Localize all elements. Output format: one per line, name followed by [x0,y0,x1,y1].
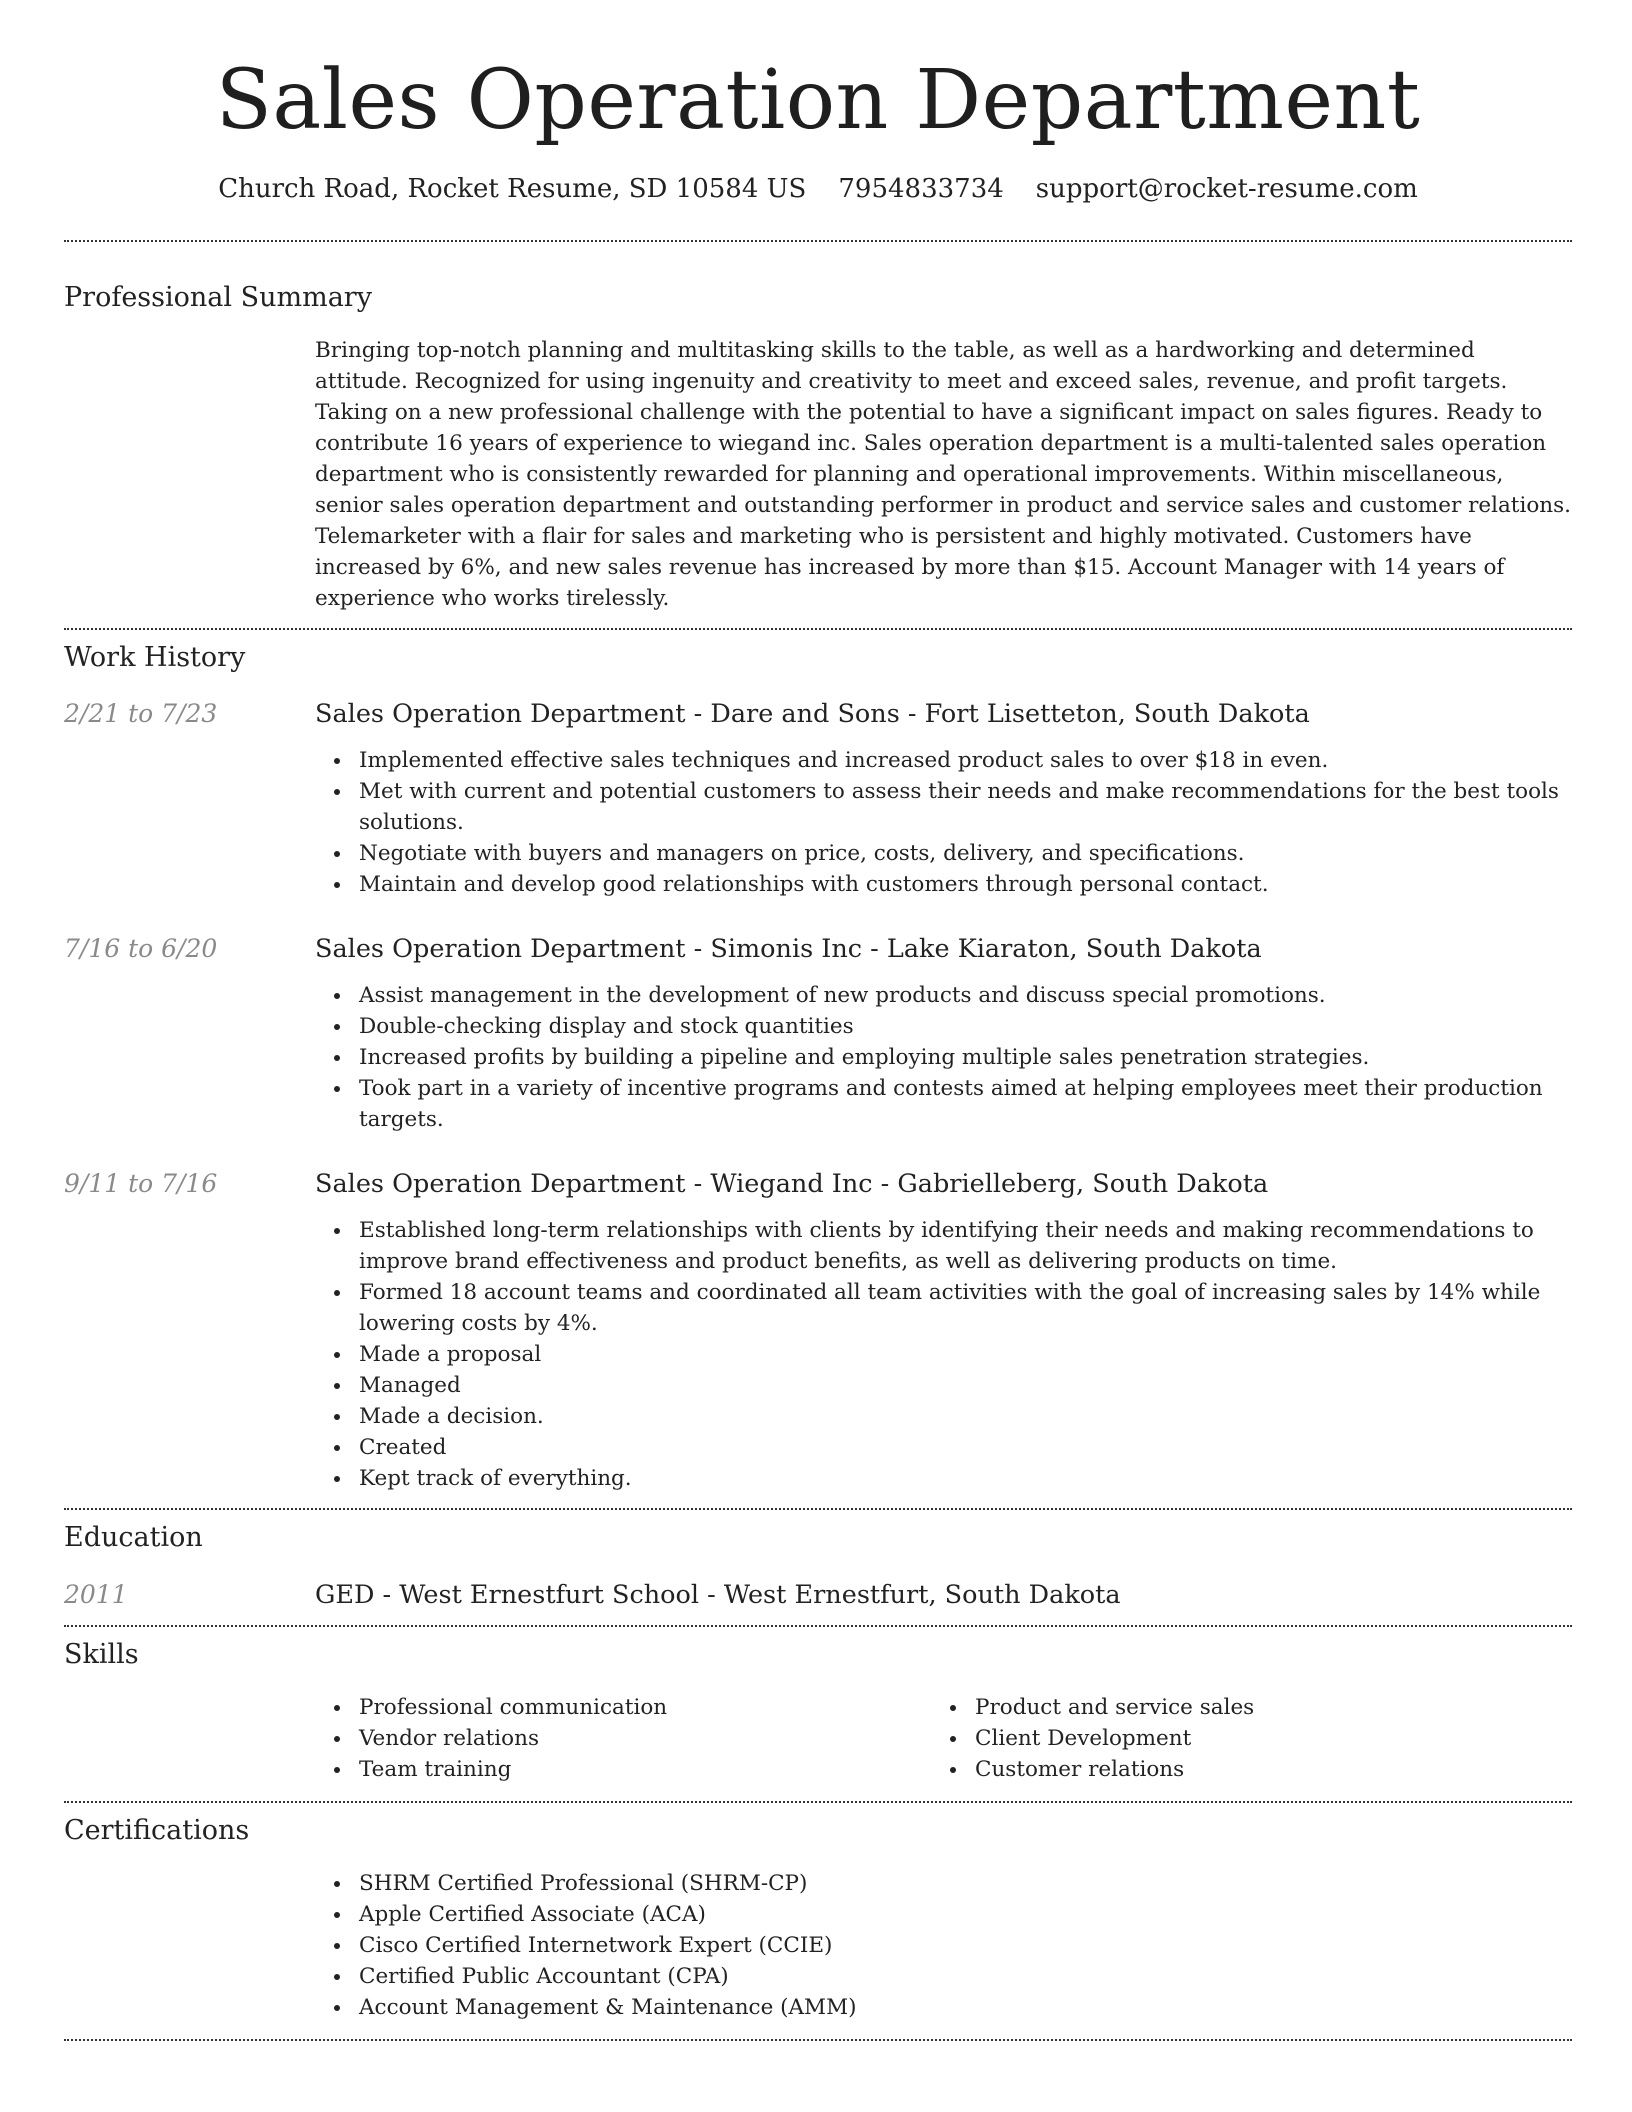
certifications-heading: Certifications [64,1815,250,1846]
list-item: Kept track of everything. [359,1463,1572,1494]
summary-text: Bringing top-notch planning and multitasking skills to the table, as well as a hardworking and determined attitude. Recognized for using ingenuity and creativity to meet and exceed sales, revenue, and profit targets. Taking on a new professional challenge with the potential to have a significant impact on sales figures. Ready to contribute 16 years of experience to wiegand inc. Sales operation department is a multi-talented sales operation department who is consistently rewarded for planning and operational improvements. Within miscellaneous, senior sales operation department and outstanding performer in product and service sales and customer relations. Telemarketer with a flair for sales and marketing who is persistent and highly motivated. Customers have increased by 6%, and new sales revenue has increased by more than $15. Account Manager with 14 years of experience who works tirelessly. [315,338,1571,611]
job-entry [64,697,1572,900]
job-entry [64,932,1572,1135]
list-item: Made a decision. [359,1401,1572,1432]
list-item: Increased profits by building a pipeline and employing multiple sales penetration strategies. [359,1042,1572,1073]
divider [64,1508,1572,1510]
job-dates: 2/21 to 7/23 [64,699,218,728]
job-heading: Sales Operation Department - Wiegand Inc - Gabrielleberg, South Dakota [315,1169,1269,1199]
skills-list-right [931,1692,1547,1785]
work-history-section [64,641,1572,1494]
education-degree: GED - West Ernestfurt School - West Ernestfurt, South Dakota [315,1580,1121,1610]
list-item: Managed [359,1370,1572,1401]
skill-item: Team training [359,1754,931,1785]
list-item: Formed 18 account teams and coordinated all team activities with the goal of increasing sales by 14% while lowering costs by 4%. [359,1277,1572,1339]
contact-address: Church Road, Rocket Resume, SD 10584 US [218,174,807,204]
divider [64,628,1572,630]
list-item: Implemented effective sales techniques and increased product sales to over $18 in even. [359,745,1572,776]
certification-item: Account Management & Maintenance (AMM) [359,1992,1572,2023]
job-heading: Sales Operation Department - Dare and Sons - Fort Lisetteton, South Dakota [315,699,1310,729]
certifications-list [315,1868,1572,2023]
work-history-heading: Work History [64,642,246,673]
skill-item: Product and service sales [975,1692,1547,1723]
skills-list-left [315,1692,931,1785]
divider [64,2039,1572,2041]
resume-name: Sales Operation Department [215,53,1421,148]
list-item: Negotiate with buyers and managers on price, costs, delivery, and specifications. [359,838,1572,869]
job-bullets [315,1215,1572,1494]
list-item: Maintain and develop good relationships with customers through personal contact. [359,869,1572,900]
certification-item: Cisco Certified Internetwork Expert (CCIE) [359,1930,1572,1961]
skills-section [64,1638,1572,1785]
certification-item: SHRM Certified Professional (SHRM-CP) [359,1868,1572,1899]
job-bullets [315,745,1572,900]
list-item: Double-checking display and stock quantities [359,1011,1572,1042]
divider [64,240,1572,242]
job-bullets [315,980,1572,1135]
job-heading: Sales Operation Department - Simonis Inc - Lake Kiaraton, South Dakota [315,934,1262,964]
job-dates: 7/16 to 6/20 [64,934,218,963]
education-section [64,1521,1572,1612]
contact-email: support@rocket-resume.com [1035,174,1418,204]
job-dates: 9/11 to 7/16 [64,1169,218,1198]
skill-item: Client Development [975,1723,1547,1754]
contact-phone: 7954833734 [838,174,1004,204]
divider [64,1801,1572,1803]
skill-item: Professional communication [359,1692,931,1723]
summary-heading: Professional Summary [64,282,372,313]
list-item: Met with current and potential customers to assess their needs and make recommendations for the best tools solutions. [359,776,1572,838]
list-item: Made a proposal [359,1339,1572,1370]
divider [64,1625,1572,1627]
skill-item: Customer relations [975,1754,1547,1785]
list-item: Created [359,1432,1572,1463]
list-item: Established long-term relationships with clients by identifying their needs and making recommendations to improve brand effectiveness and product benefits, as well as delivering products on time. [359,1215,1572,1277]
summary-section [64,281,1572,614]
skills-heading: Skills [64,1639,139,1670]
education-year: 2011 [64,1580,128,1609]
list-item: Took part in a variety of incentive programs and contests aimed at helping employees meet their production targets. [359,1073,1572,1135]
list-item: Assist management in the development of new products and discuss special promotions. [359,980,1572,1011]
skill-item: Vendor relations [359,1723,931,1754]
certification-item: Apple Certified Associate (ACA) [359,1899,1572,1930]
certifications-section [64,1814,1572,2023]
contact-line [64,172,1572,206]
education-heading: Education [64,1522,203,1553]
resume-page [64,0,1572,2041]
job-entry [64,1167,1572,1494]
certification-item: Certified Public Accountant (CPA) [359,1961,1572,1992]
